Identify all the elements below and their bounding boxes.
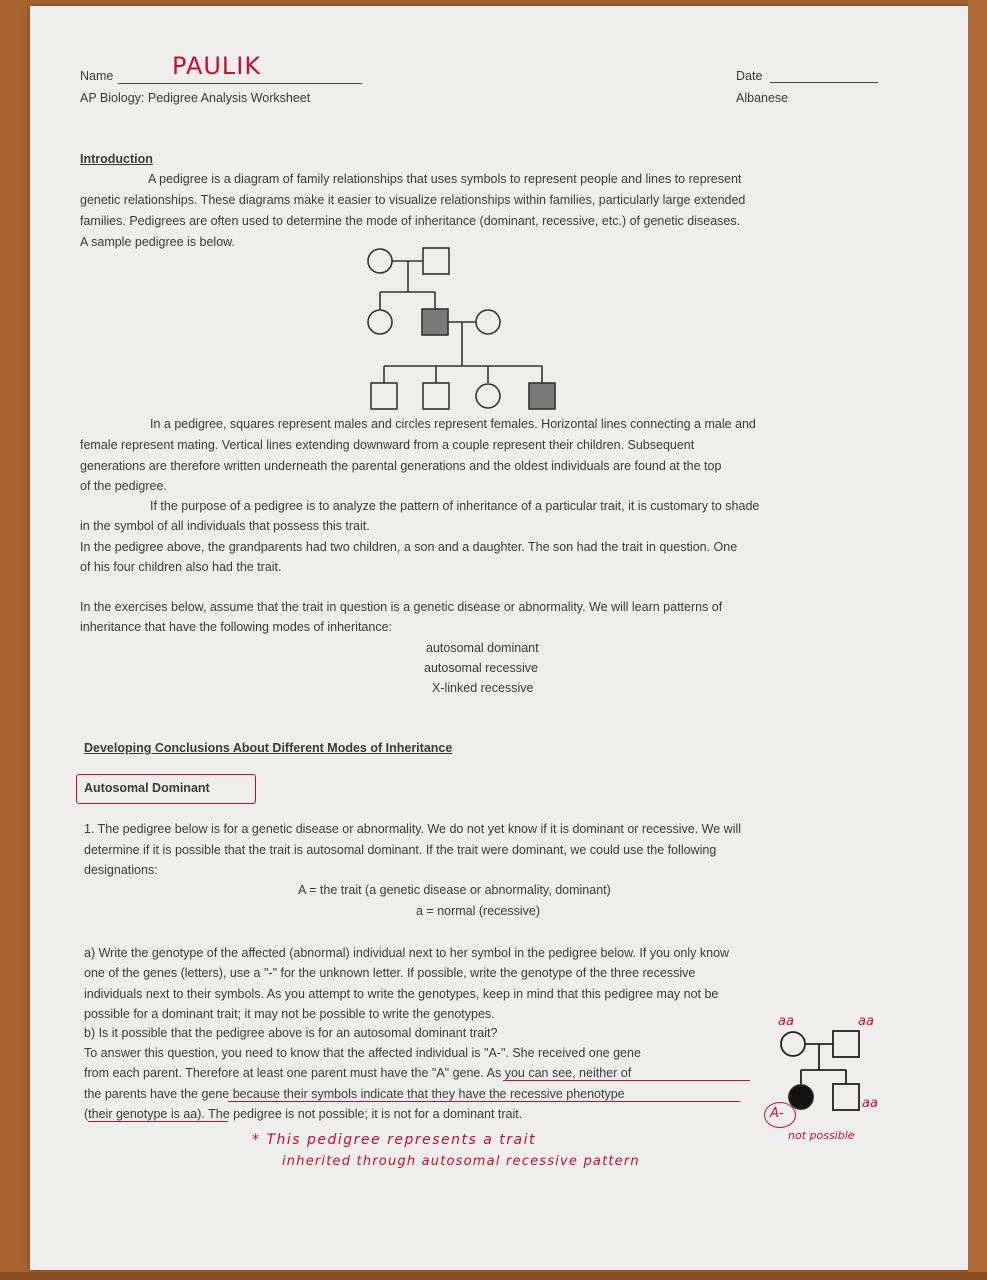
grandfather-square bbox=[423, 248, 449, 274]
q1-line2: determine if it is possible that the trait is autosomal dominant. If the trait were dominant, we could use the following bbox=[84, 843, 717, 857]
mode-autosomal-dominant: autosomal dominant bbox=[426, 641, 539, 655]
answer-line4: (their genotype is aa). The pedigree is not possible; it is not for a dominant trait. bbox=[84, 1107, 523, 1121]
annotation-father-genotype: aa bbox=[858, 1014, 874, 1029]
q1-line3: designations: bbox=[84, 863, 158, 877]
teacher-name: Albanese bbox=[736, 91, 789, 105]
intro-p2-line1: In a pedigree, squares represent males and circles represent females. Horizontal lines connecting a male and bbox=[150, 417, 756, 431]
son-square-affected bbox=[422, 309, 448, 335]
qb-question: b) Is it possible that the pedigree above is for an autosomal dominant trait? bbox=[84, 1026, 498, 1040]
student-name: PAULIK bbox=[172, 52, 262, 80]
section-heading: Developing Conclusions About Different Modes of Inheritance bbox=[84, 741, 453, 755]
qa-line4: possible for a dominant trait; it may not be possible to write the genotypes. bbox=[84, 1007, 495, 1021]
annotation-not-possible: not possible bbox=[788, 1129, 855, 1142]
intro-p4-line2: inheritance that have the following modes of inheritance: bbox=[80, 620, 392, 634]
grandchild-1-square bbox=[371, 383, 397, 409]
answer-underline-1 bbox=[503, 1080, 750, 1081]
intro-p3-line4: of his four children also had the trait. bbox=[80, 560, 282, 574]
intro-p1-line1: A pedigree is a diagram of family relationships that uses symbols to represent people and lines to represent bbox=[148, 172, 742, 186]
intro-p3-line3: In the pedigree above, the grandparents had two children, a son and a daughter. The son had the trait in question. One bbox=[80, 540, 738, 554]
intro-p1-line4: A sample pedigree is below. bbox=[80, 235, 235, 249]
qa-line2: one of the genes (letters), use a "-" for the unknown letter. If possible, write the genotype of the three recessive bbox=[84, 966, 696, 980]
answer-line3: the parents have the gene because their symbols indicate that they have the recessive phenotype bbox=[84, 1087, 625, 1101]
q1-line1: 1. The pedigree below is for a genetic disease or abnormality. We do not yet know if it is dominant or recessive. We will bbox=[84, 822, 742, 836]
daughter-circle-affected bbox=[789, 1085, 813, 1109]
parent-father-square bbox=[833, 1031, 859, 1057]
answer-line1: To answer this question, you need to know that the affected individual is "A-". She received one gene bbox=[84, 1046, 641, 1060]
intro-p4-line1: In the exercises below, assume that the trait in question is a genetic disease or abnormality. We will learn patterns of bbox=[80, 600, 723, 614]
intro-p3-line1: If the purpose of a pedigree is to analyze the pattern of inheritance of a particular trait, it is customary to shade bbox=[150, 499, 760, 513]
qa-line3: individuals next to their symbols. As you attempt to write the genotypes, keep in mind that this pedigree may not be bbox=[84, 987, 719, 1001]
intro-p1-line3: families. Pedigrees are often used to determine the mode of inheritance (dominant, recessive, etc.) of genetic diseases. bbox=[80, 214, 741, 228]
annotation-note-line1: * This pedigree represents a trait bbox=[252, 1132, 536, 1148]
annotation-son-genotype: aa bbox=[862, 1096, 878, 1111]
subheading-autosomal-dominant: Autosomal Dominant bbox=[84, 781, 210, 795]
son-square bbox=[833, 1084, 859, 1110]
designation-a: a = normal (recessive) bbox=[416, 904, 540, 918]
grandchild-2-square bbox=[423, 383, 449, 409]
qa-line1: a) Write the genotype of the affected (abnormal) individual next to her symbol in the pedigree below. If you only know bbox=[84, 946, 730, 960]
name-label: Name bbox=[80, 69, 114, 83]
sample-pedigree bbox=[360, 240, 560, 415]
intro-p2-line2: female represent mating. Vertical lines extending downward from a couple represent their children. Subsequent bbox=[80, 438, 695, 452]
intro-p3-line2: in the symbol of all individuals that possess this trait. bbox=[80, 519, 370, 533]
grandchild-3-circle bbox=[476, 384, 500, 408]
intro-heading: Introduction bbox=[80, 152, 153, 166]
intro-p1-line2: genetic relationships. These diagrams make it easier to visualize relationships within families, particularly large extended bbox=[80, 193, 746, 207]
intro-p2-line3: generations are therefore written underneath the parental generations and the oldest individuals are found at the top bbox=[80, 459, 722, 473]
date-label: Date bbox=[736, 69, 763, 83]
answer-line2: from each parent. Therefore at least one parent must have the "A" gene. As you can see, neither of bbox=[84, 1066, 632, 1080]
annotation-mother-genotype: aa bbox=[778, 1014, 794, 1029]
parent-mother-circle bbox=[781, 1032, 805, 1056]
table-edge bbox=[0, 1272, 987, 1280]
date-line bbox=[770, 82, 878, 83]
annotation-note-line2: inherited through autosomal recessive pattern bbox=[282, 1154, 640, 1169]
daughter-circle bbox=[368, 310, 392, 334]
table-surface bbox=[968, 0, 987, 1280]
grandmother-circle bbox=[368, 249, 392, 273]
mode-autosomal-recessive: autosomal recessive bbox=[424, 661, 538, 675]
son-wife-circle bbox=[476, 310, 500, 334]
grandchild-4-square-affected bbox=[529, 383, 555, 409]
answer-underline-2 bbox=[228, 1101, 740, 1102]
intro-p2-line4: of the pedigree. bbox=[80, 479, 167, 493]
mode-x-linked-recessive: X-linked recessive bbox=[432, 681, 534, 695]
worksheet-title: AP Biology: Pedigree Analysis Worksheet bbox=[80, 91, 311, 105]
answer-underline-3 bbox=[88, 1121, 228, 1122]
annotation-daughter-genotype: A- bbox=[770, 1106, 784, 1121]
designation-A: A = the trait (a genetic disease or abnormality, dominant) bbox=[298, 883, 611, 897]
name-line bbox=[118, 83, 362, 84]
exercise-pedigree bbox=[778, 1026, 868, 1116]
